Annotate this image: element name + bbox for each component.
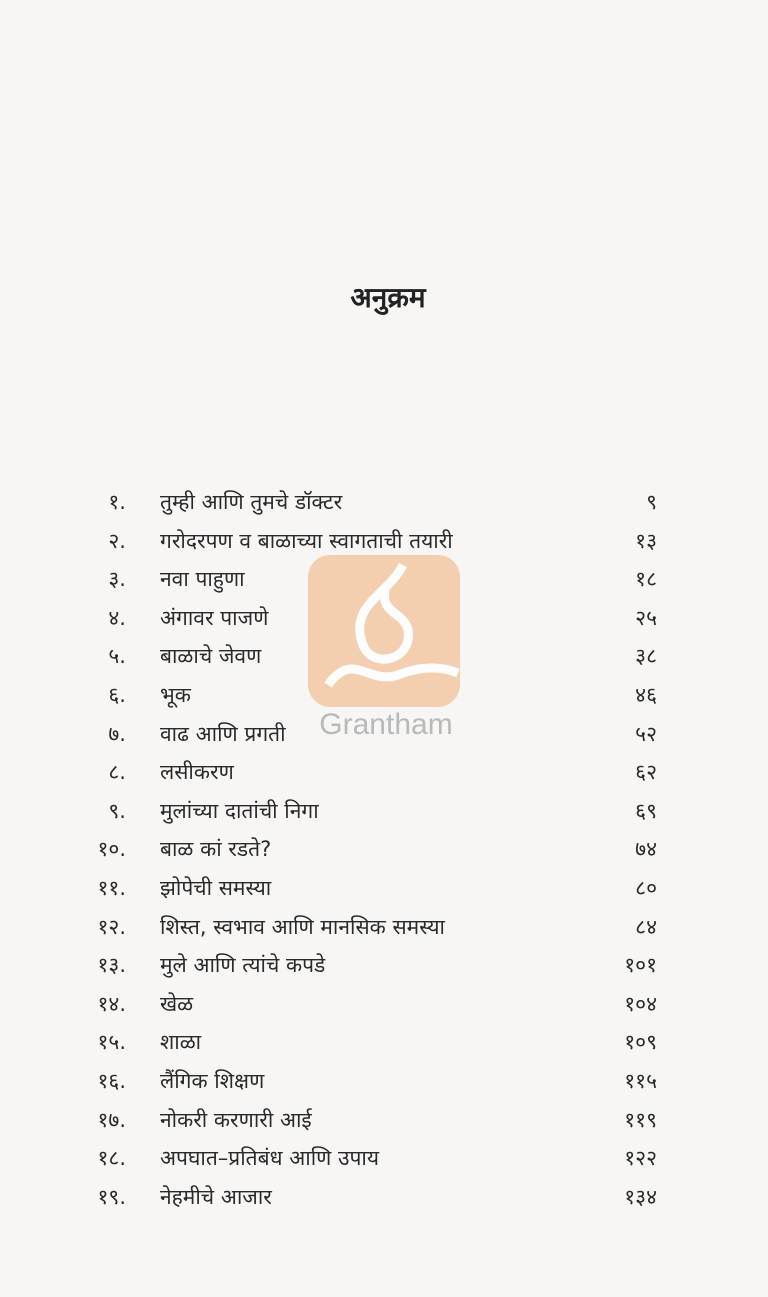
chapter-title: खेळ [160,991,194,1016]
chapter-title: अंगावर पाजणे [160,605,269,630]
chapter-number: ५. [108,644,126,669]
chapter-title: शाळा [160,1030,202,1055]
chapter-title: वाढ आणि प्रगती [160,721,286,746]
page-number: ४६ [635,683,657,707]
toc-entry [0,913,768,951]
page-number: १०१ [624,953,657,978]
chapter-title: अपघात–प्रतिबंध आणि उपाय [160,1146,380,1171]
page-number: १०९ [624,1030,657,1055]
page-number: ३८ [635,644,657,669]
chapter-number: १३. [97,953,126,978]
toc-entry [0,681,768,719]
page-number: १३ [635,528,657,553]
chapter-title: बाळाचे जेवण [160,644,262,669]
chapter-title: भूक [160,683,191,707]
chapter-number: ४. [108,605,126,630]
toc-entry [0,642,768,680]
toc-entry [0,527,768,565]
chapter-number: ३. [108,567,126,592]
chapter-number: १७. [97,1107,126,1132]
toc-entry [0,604,768,642]
page-number: १३४ [624,1184,657,1209]
chapter-number: १८. [97,1146,126,1171]
chapter-title: लसीकरण [160,760,234,785]
chapter-title: मुले आणि त्यांचे कपडे [160,953,326,978]
chapter-number: १०. [97,837,126,862]
page-number: ८४ [635,914,657,939]
chapter-title: लैंगिक शिक्षण [160,1069,265,1093]
chapter-number: ७. [108,721,126,746]
toc-entry [0,1067,768,1105]
chapter-number: १५. [97,1030,126,1055]
chapter-title: नेहमीचे आजार [160,1184,272,1209]
toc-entry [0,1183,768,1221]
toc-entry [0,565,768,603]
toc-entry [0,1028,768,1066]
chapter-title: शिस्त, स्वभाव आणि मानसिक समस्या [160,914,445,939]
page-number: २५ [635,605,657,630]
chapter-number: ८. [108,760,126,785]
toc-entry [0,1144,768,1182]
toc-entry [0,1106,768,1144]
page-number: १०४ [624,991,657,1016]
watermark-text: Grantham [319,708,453,741]
chapter-number: १४. [97,991,126,1016]
page-number: ७४ [635,837,657,862]
chapter-title: बाळ कां रडते? [160,837,272,862]
toc-entry [0,990,768,1028]
chapter-title: झोपेची समस्या [160,876,272,900]
page-title: अनुक्रम [350,281,426,314]
chapter-title: नवा पाहुणा [160,567,245,592]
toc-entry [0,797,768,835]
chapter-number: ११. [97,876,126,900]
page-number: ६२ [635,760,657,785]
page-number: ११९ [624,1107,657,1132]
toc-entry [0,758,768,796]
chapter-number: ६. [108,683,126,707]
chapter-number: १९. [97,1184,126,1209]
toc-entry [0,488,768,526]
chapter-number: २. [108,528,126,553]
toc-entry [0,720,768,758]
chapter-number: १. [108,490,126,514]
chapter-number: १२. [97,914,126,939]
page-number: ९ [646,490,657,514]
page-number: ५२ [635,721,657,746]
chapter-title: तुम्ही आणि तुमचे डॉक्टर [160,490,343,514]
page-number: ११५ [624,1069,657,1093]
toc-entry [0,874,768,912]
chapter-number: १६. [97,1069,126,1093]
page-number: १८ [635,567,657,592]
page-number: ६९ [635,798,657,823]
page-number: १२२ [624,1146,657,1171]
chapter-title: मुलांच्या दातांची निगा [160,798,319,823]
chapter-title: गरोदरपण व बाळाच्या स्वागताची तयारी [160,528,453,553]
chapter-number: ९. [108,798,126,823]
toc-entry [0,835,768,873]
toc-entry [0,951,768,989]
chapter-title: नोकरी करणारी आई [160,1107,312,1132]
page-number: ८० [635,876,657,900]
